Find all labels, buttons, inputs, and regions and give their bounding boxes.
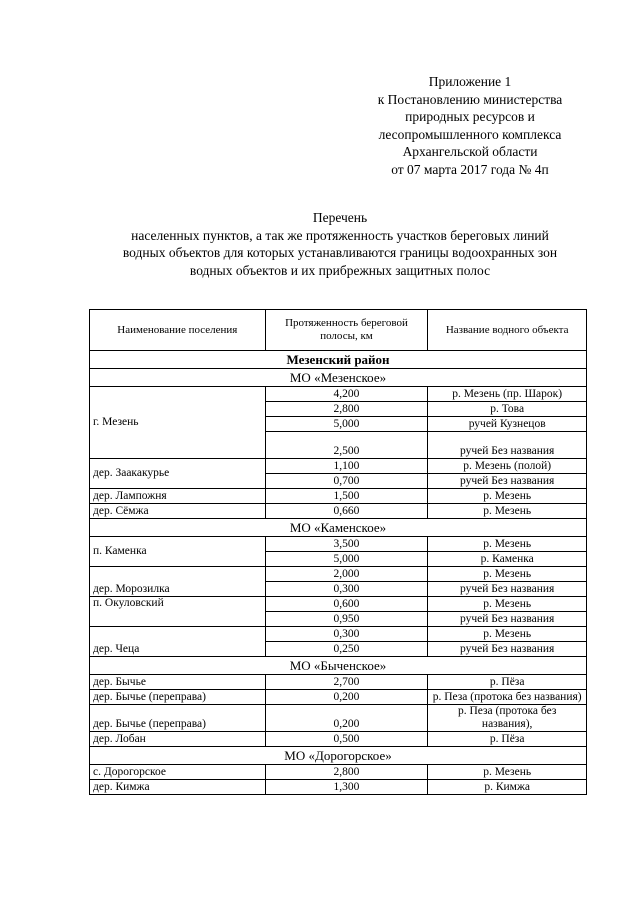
mo-row: [90, 657, 587, 675]
length-cell: 0,500: [265, 732, 428, 747]
table-row: [90, 627, 587, 642]
length-cell: 4,200: [265, 387, 428, 402]
table-row: [90, 567, 587, 582]
table-row: [90, 675, 587, 690]
length-cell: 0,200: [265, 705, 428, 732]
district-name: Мезенский район: [90, 351, 587, 369]
appendix-line: Приложение 1: [428, 74, 512, 89]
water-body-cell: р. Пёза: [428, 675, 587, 690]
header-length: Протяженность береговой полосы, км: [265, 310, 428, 351]
header-settlement: Наименование поселения: [90, 310, 266, 351]
header-row: [90, 310, 587, 351]
settlement-cell: дер. Морозилка: [90, 567, 266, 597]
settlement-cell: дер. Заакакурье: [90, 459, 266, 489]
mo-name: МО «Каменское»: [90, 519, 587, 537]
settlement-cell: п. Каменка: [90, 537, 266, 567]
water-body-cell: ручей Кузнецов: [428, 417, 587, 432]
title-heading: Перечень: [312, 210, 368, 225]
water-body-cell: р. Това: [428, 402, 587, 417]
mo-row: [90, 747, 587, 765]
appendix-line: Архангельской области: [402, 144, 538, 160]
table-row: [90, 690, 587, 705]
length-cell: 5,000: [265, 417, 428, 432]
length-cell: 0,660: [265, 504, 428, 519]
length-cell: 0,200: [265, 690, 428, 705]
water-body-cell: р. Мезень (пр. Шарок): [428, 387, 587, 402]
water-body-cell: р. Мезень: [428, 489, 587, 504]
settlement-cell: с. Дорогорское: [90, 765, 266, 780]
table-row: [90, 597, 587, 612]
settlement-cell: дер. Бычье (переправа): [90, 690, 266, 705]
length-cell: 1,100: [265, 459, 428, 474]
water-body-cell: р. Мезень: [428, 504, 587, 519]
length-cell: 2,800: [265, 402, 428, 417]
water-body-cell: р. Мезень (полой): [428, 459, 587, 474]
settlement-cell: п. Окуловский: [90, 597, 266, 627]
water-body-cell: ручей Без названия: [428, 612, 587, 627]
appendix-header: [340, 73, 600, 179]
water-body-cell: р. Пеза (протока без названия),: [428, 705, 587, 732]
table-row: [90, 765, 587, 780]
table-row: [90, 732, 587, 747]
mo-name: МО «Дорогорское»: [90, 747, 587, 765]
length-cell: 0,250: [265, 642, 428, 657]
length-cell: 0,300: [265, 582, 428, 597]
water-body-cell: р. Кимжа: [428, 780, 587, 795]
table-row: [90, 387, 587, 402]
title-line: населенных пунктов, а так же протяженность участков береговых линий: [131, 227, 549, 243]
appendix-line: природных ресурсов и: [405, 109, 535, 125]
length-cell: 1,300: [265, 780, 428, 795]
length-cell: 0,700: [265, 474, 428, 489]
settlement-cell: дер. Чеца: [90, 627, 266, 657]
water-body-cell: р. Пеза (протока без названия): [428, 690, 587, 705]
length-cell: 2,500: [265, 432, 428, 459]
title-line: водных объектов и их прибрежных защитных полос: [189, 262, 491, 278]
table-row: [90, 537, 587, 552]
water-body-cell: ручей Без названия: [428, 432, 587, 459]
settlement-cell: дер. Лампожня: [90, 489, 266, 504]
mo-row: [90, 519, 587, 537]
settlement-cell: дер. Бычье: [90, 675, 266, 690]
length-cell: 0,300: [265, 627, 428, 642]
appendix-line: от 07 марта 2017 года № 4п: [391, 161, 549, 177]
length-cell: 3,500: [265, 537, 428, 552]
water-body-cell: р. Каменка: [428, 552, 587, 567]
title-line: водных объектов для которых устанавливаются границы водоохранных зон: [122, 245, 558, 260]
water-body-cell: р. Мезень: [428, 627, 587, 642]
settlements-table: [89, 309, 587, 795]
mo-row: [90, 369, 587, 387]
table-row: [90, 780, 587, 795]
appendix-line: к Постановлению министерства: [377, 91, 563, 107]
mo-name: МО «Быченское»: [90, 657, 587, 675]
document-title: [80, 209, 600, 279]
length-cell: 2,700: [265, 675, 428, 690]
district-row: [90, 351, 587, 369]
settlement-cell: г. Мезень: [90, 387, 266, 459]
water-body-cell: р. Мезень: [428, 537, 587, 552]
water-body-cell: р. Пёза: [428, 732, 587, 747]
length-cell: 5,000: [265, 552, 428, 567]
header-water-body: Название водного объекта: [428, 310, 587, 351]
water-body-cell: ручей Без названия: [428, 474, 587, 489]
water-body-cell: р. Мезень: [428, 765, 587, 780]
mo-name: МО «Мезенское»: [90, 369, 587, 387]
table-row: [90, 504, 587, 519]
table-row: [90, 705, 587, 732]
appendix-line: лесопромышленного комплекса: [378, 126, 562, 142]
length-cell: 0,600: [265, 597, 428, 612]
settlement-cell: дер. Бычье (переправа): [90, 705, 266, 732]
length-cell: 2,000: [265, 567, 428, 582]
settlement-cell: дер. Сёмжа: [90, 504, 266, 519]
water-body-cell: ручей Без названия: [428, 642, 587, 657]
water-body-cell: ручей Без названия: [428, 582, 587, 597]
water-body-cell: р. Мезень: [428, 567, 587, 582]
water-body-cell: р. Мезень: [428, 597, 587, 612]
length-cell: 2,800: [265, 765, 428, 780]
table-row: [90, 459, 587, 474]
table-row: [90, 489, 587, 504]
settlement-cell: дер. Лобан: [90, 732, 266, 747]
length-cell: 0,950: [265, 612, 428, 627]
settlement-cell: дер. Кимжа: [90, 780, 266, 795]
length-cell: 1,500: [265, 489, 428, 504]
